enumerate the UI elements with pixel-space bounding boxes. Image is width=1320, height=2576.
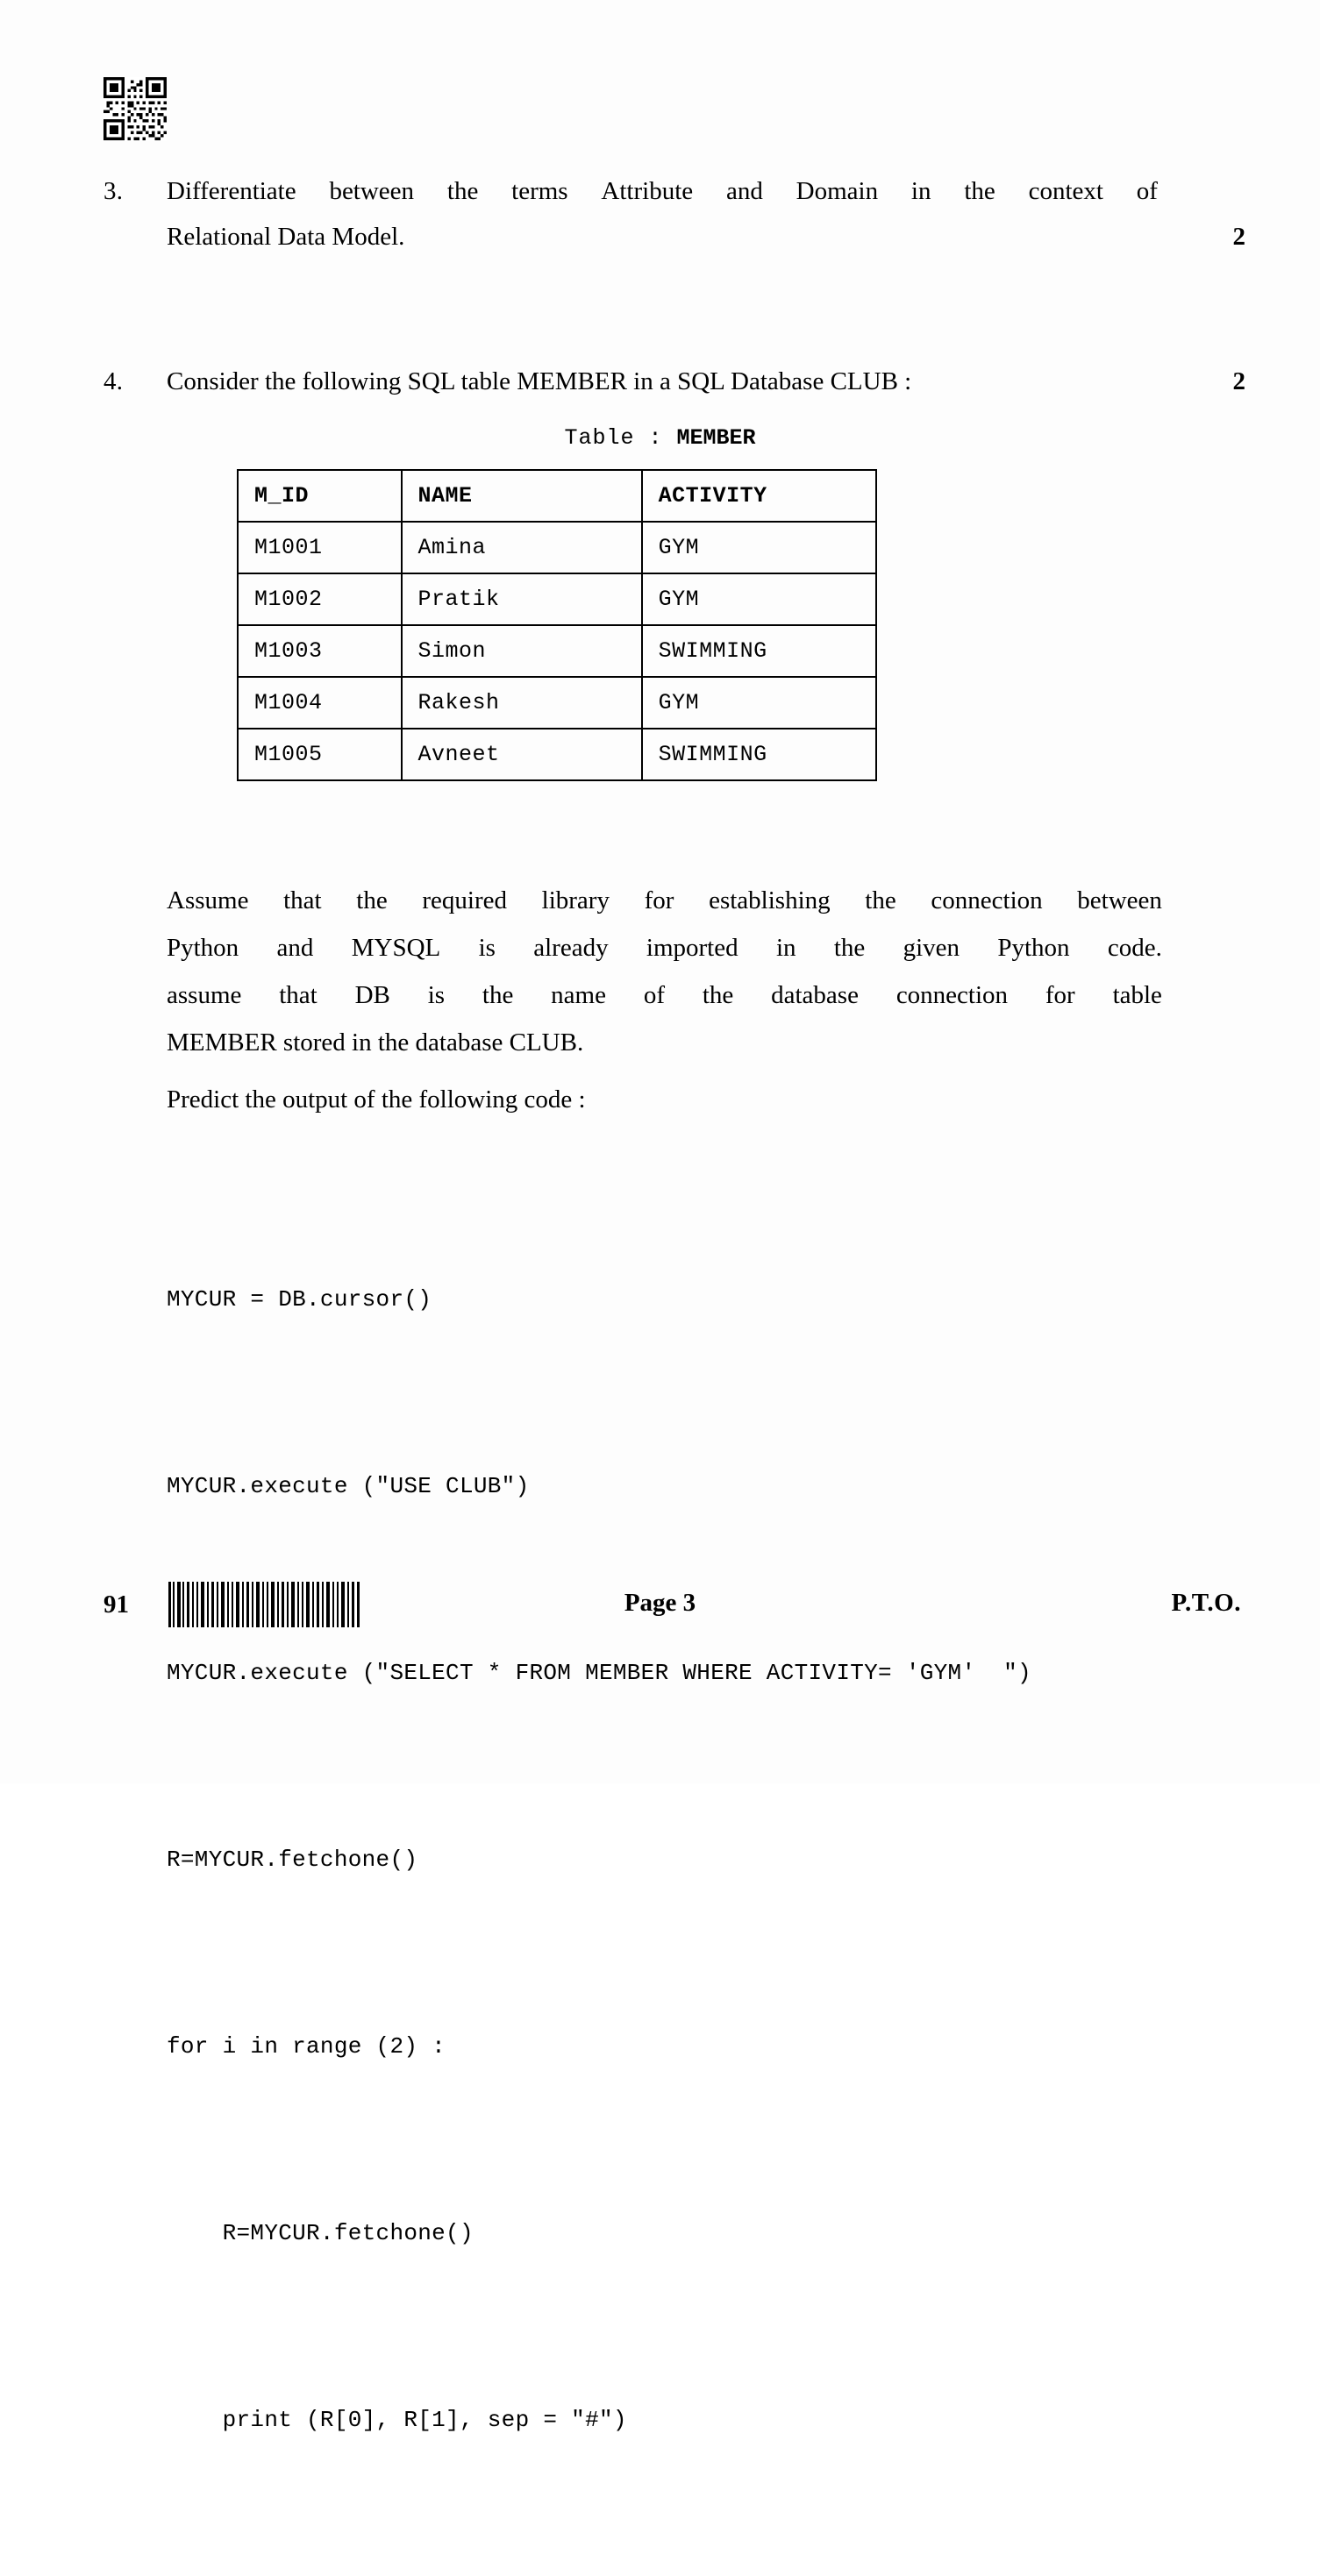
column-header-activity: ACTIVITY [642, 470, 876, 522]
table-caption [0, 425, 1320, 451]
question-4-line-1: Consider the following SQL table MEMBER in a SQL Database CLUB : [167, 367, 912, 395]
word: table [1112, 981, 1162, 1009]
word: the [964, 177, 995, 205]
word: library [541, 886, 610, 914]
code-line: for i in range (2) : [167, 2033, 446, 2060]
table-row [238, 625, 876, 677]
cell-activity: GYM [642, 573, 876, 625]
assume-paragraph [167, 877, 1162, 1066]
word: Differentiate [167, 177, 296, 205]
cell-activity: SWIMMING [642, 625, 876, 677]
word: the [356, 886, 388, 914]
cell-name: Avneet [402, 729, 642, 780]
cell-activity: GYM [642, 677, 876, 729]
word: imported [646, 934, 738, 962]
word: the [833, 934, 866, 962]
cell-m-id: M1005 [238, 729, 402, 780]
predict-output-line: Predict the output of the following code : [167, 1085, 586, 1114]
member-table [237, 469, 877, 781]
footer-pto-label: P.T.O. [1171, 1589, 1241, 1617]
word: for [1045, 981, 1075, 1009]
cell-name: Amina [402, 522, 642, 573]
question-3-marks: 2 [1232, 223, 1245, 251]
paragraph-line-3 [167, 971, 1162, 1019]
code-line: R=MYCUR.fetchone() [167, 1847, 418, 1873]
cell-name: Rakesh [402, 677, 642, 729]
word: MYSQL [351, 934, 441, 962]
word: the [482, 981, 514, 1009]
question-3-line-1 [167, 177, 1158, 206]
word: and [725, 177, 763, 205]
table-header-row [238, 470, 876, 522]
qr-code-icon [103, 77, 167, 140]
word: connection [895, 981, 1009, 1009]
cell-m-id: M1002 [238, 573, 402, 625]
word: of [643, 981, 665, 1009]
table-row [238, 573, 876, 625]
word: Assume [167, 886, 249, 914]
table-caption-name: MEMBER [676, 425, 756, 451]
word: and [276, 934, 314, 962]
word: the [865, 886, 896, 914]
word: connection [931, 886, 1043, 914]
word: required [422, 886, 507, 914]
word: the [702, 981, 734, 1009]
paragraph-line-2 [167, 924, 1162, 971]
column-header-m-id: M_ID [238, 470, 402, 522]
word: Python [167, 934, 239, 962]
word: establishing [709, 886, 831, 914]
footer-code: 91 [103, 1590, 129, 1619]
python-code-block [167, 1144, 1031, 2576]
word: of [1136, 177, 1158, 205]
question-4-marks: 2 [1232, 367, 1245, 395]
word: context [1028, 177, 1103, 205]
word: in [775, 934, 796, 962]
word: is [478, 934, 496, 962]
word: given [903, 934, 960, 962]
word: assume [167, 981, 242, 1009]
code-line: MYCUR = DB.cursor() [167, 1286, 432, 1313]
word: DB [354, 981, 390, 1009]
word: code. [1107, 934, 1162, 962]
cell-activity: GYM [642, 522, 876, 573]
word: is [427, 981, 446, 1009]
cell-m-id: M1003 [238, 625, 402, 677]
word: Domain [796, 177, 879, 205]
code-line: print (R[0], R[1], sep = "#") [167, 2407, 627, 2433]
word: in [910, 177, 931, 205]
table-caption-prefix: Table : [564, 425, 677, 451]
word: that [283, 886, 322, 914]
code-line: MYCUR.execute ("SELECT * FROM MEMBER WHERE ACTIVITY= 'GYM' ") [167, 1660, 1031, 1686]
word: that [279, 981, 318, 1009]
cell-name: Pratik [402, 573, 642, 625]
cell-name: Simon [402, 625, 642, 677]
question-3-number: 3. [103, 177, 124, 205]
code-line: R=MYCUR.fetchone() [167, 2220, 474, 2246]
paragraph-line-1 [167, 877, 1162, 924]
word: for [644, 886, 674, 914]
code-line: MYCUR.execute ("USE CLUB") [167, 1473, 530, 1499]
cell-m-id: M1001 [238, 522, 402, 573]
word: the [446, 177, 479, 205]
table-row [238, 729, 876, 780]
word: terms [511, 177, 568, 205]
word: Attribute [601, 177, 694, 205]
word: name [551, 981, 606, 1009]
cell-m-id: M1004 [238, 677, 402, 729]
cell-activity: SWIMMING [642, 729, 876, 780]
word: database [771, 981, 859, 1009]
page-footer [0, 1578, 1320, 1640]
question-3-line-2: Relational Data Model. [167, 223, 405, 251]
column-header-name: NAME [402, 470, 642, 522]
table-row [238, 522, 876, 573]
paragraph-line-4: MEMBER stored in the database CLUB. [167, 1028, 584, 1057]
word: between [1077, 886, 1162, 914]
word: between [329, 177, 415, 205]
question-4-number: 4. [103, 367, 124, 395]
table-row [238, 677, 876, 729]
word: already [533, 934, 609, 962]
footer-page-label: Page 3 [624, 1589, 696, 1617]
word: Python [997, 934, 1070, 962]
